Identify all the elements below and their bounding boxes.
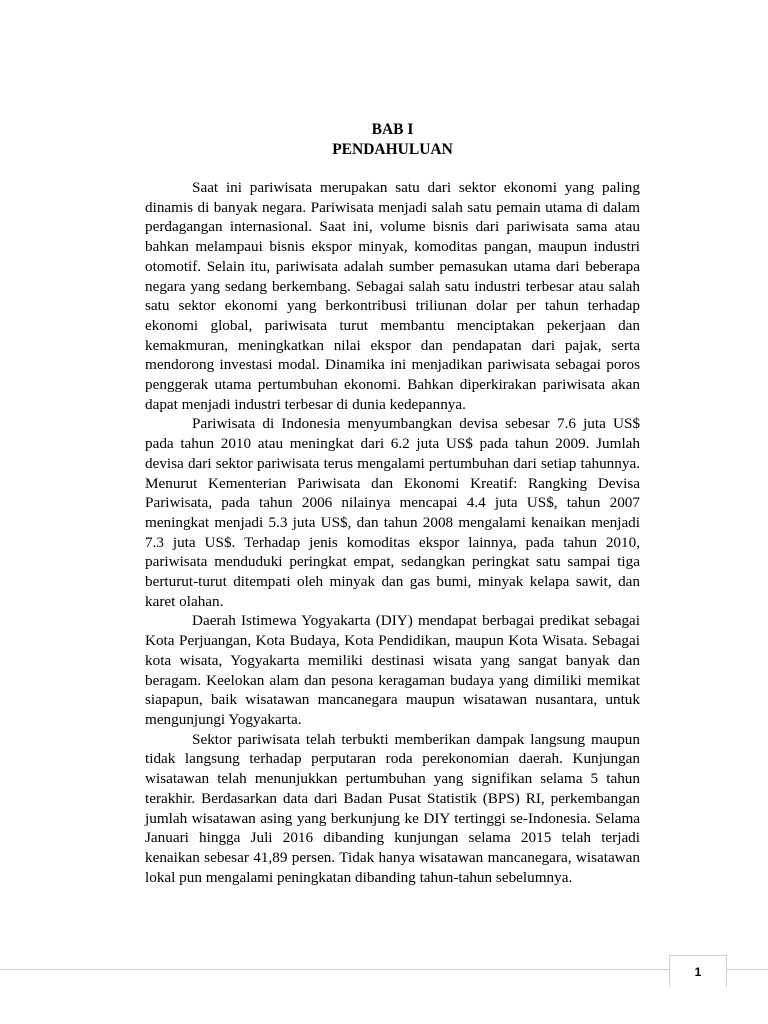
chapter-title: PENDAHULUAN bbox=[332, 141, 453, 158]
footer-divider-right bbox=[727, 969, 768, 970]
paragraph: Pariwisata di Indonesia menyumbangkan devisa sebesar 7.6 juta US$ pada tahun 2010 atau meningkat dari 6.2 juta US$ pada tahun 2009. Jumlah devisa dari sektor pariwisata terus mengalami pertumbuhan dari setiap tahunnya. Menurut Kementerian Pariwisata dan Ekonomi Kreatif: Rangking Devisa Pariwisata, pada tahun 2006 nilainya mencapai 4.4 juta US$, tahun 2007 meningkat menjadi 5.3 juta US$, dan tahun 2008 mengalami kenaikan menjadi 7.3 juta US$. Terhadap jenis komoditas ekspor lainnya, pada tahun 2010, pariwisata menduduki peringkat empat, sedangkan peringkat satu sampai tiga berturut-turut ditempati oleh minyak dan gas bumi, minyak kelapa sawit, dan karet olahan. bbox=[145, 415, 640, 610]
paragraph: Saat ini pariwisata merupakan satu dari sektor ekonomi yang paling dinamis di banyak negara. Pariwisata menjadi salah satu pemain utama di dalam perdagangan internasional. Saat ini, volume bisnis dari pariwisata sama atau bahkan melampaui bisnis ekspor minyak, komoditas pangan, maupun industri otomotif. Selain itu, pariwisata adalah sumber pemasukan utama dari beberapa negara yang sedang berkembang. Sebagai salah satu industri terbesar atau salah satu sektor ekonomi yang berkontribusi triliunan dolar per tahun terhadap ekonomi global, pariwisata turut membantu menciptakan pekerjaan dan kemakmuran, meningkatkan nilai ekspor dan pendapatan dari pajak, serta mendorong investasi modal. Dinamika ini menjadikan pariwisata sebagai poros penggerak utama pertumbuhan ekonomi. Bahkan diperkirakan pariwisata akan dapat menjadi industri terbesar di dunia kedepannya. bbox=[145, 179, 640, 413]
chapter-number: BAB I bbox=[371, 121, 414, 138]
footer-divider-left bbox=[0, 969, 669, 970]
body-text bbox=[145, 178, 640, 887]
page-number: 1 bbox=[669, 955, 727, 987]
paragraph: Daerah Istimewa Yogyakarta (DIY) mendapat berbagai predikat sebagai Kota Perjuangan, Kota Budaya, Kota Pendidikan, maupun Kota Wisata. Sebagai kota wisata, Yogyakarta memiliki destinasi wisata yang sangat banyak dan beragam. Keelokan alam dan pesona keragaman budaya yang dimiliki memikat siapapun, baik wisatawan mancanegara maupun wisatawan nusantara, untuk mengunjungi Yogyakarta. bbox=[145, 612, 640, 728]
paragraph: Sektor pariwisata telah terbukti memberikan dampak langsung maupun tidak langsung terhadap perputaran roda perekonomian daerah. Kunjungan wisatawan telah menunjukkan pertumbuhan yang signifikan selama 5 tahun terakhir. Berdasarkan data dari Badan Pusat Statistik (BPS) RI, perkembangan jumlah wisatawan asing yang berkunjung ke DIY tertinggi se-Indonesia. Selama Januari hingga Juli 2016 dibanding kunjungan selama 2015 telah terjadi kenaikan sebesar 41,89 persen. Tidak hanya wisatawan mancanegara, wisatawan lokal pun mengalami peningkatan dibanding tahun-tahun sebelumnya. bbox=[145, 730, 640, 886]
